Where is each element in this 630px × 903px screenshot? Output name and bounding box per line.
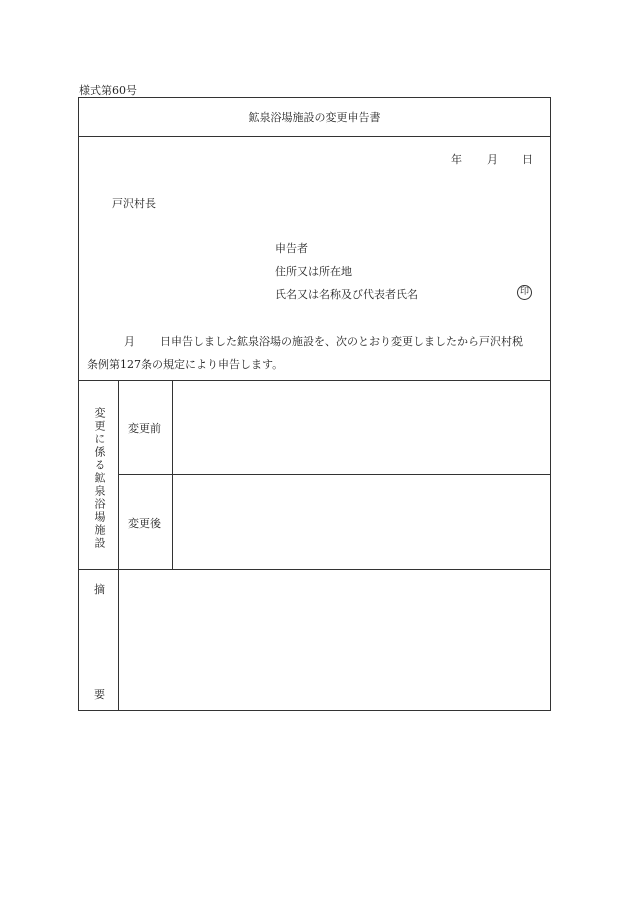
date-month: 月 — [487, 153, 498, 166]
form-number: 様式第60号 — [79, 84, 137, 97]
header-bottom-line — [79, 380, 550, 381]
after-label: 変更後 — [128, 517, 161, 530]
statement-month: 月 — [124, 335, 135, 348]
facility-label: 変更に係る鉱泉浴場施設 — [93, 407, 106, 550]
remarks-label-bottom: 要 — [94, 688, 105, 701]
statement-line2: 条例第127条の規定により申告します。 — [87, 358, 284, 371]
remarks-label-top: 摘 — [94, 583, 105, 596]
title-divider — [79, 136, 550, 137]
addressee: 戸沢村長 — [112, 197, 156, 210]
form-title: 鉱泉浴場施設の変更申告書 — [248, 111, 381, 124]
date-year: 年 — [451, 153, 462, 166]
before-label: 変更前 — [128, 422, 161, 435]
applicant-heading: 申告者 — [275, 242, 308, 255]
before-after-divider — [118, 474, 550, 475]
seal-mark: 印 — [517, 285, 532, 300]
remarks-top-line — [79, 569, 550, 570]
address-label: 住所又は所在地 — [275, 265, 352, 278]
name-label: 氏名又は名称及び代表者氏名 — [275, 288, 418, 301]
statement-line1: 日申告しました鉱泉浴場の施設を、次のとおり変更しましたから戸沢村税 — [160, 335, 523, 348]
label-column-line — [118, 380, 119, 711]
date-day: 日 — [522, 153, 533, 166]
declaration-form — [78, 97, 551, 711]
